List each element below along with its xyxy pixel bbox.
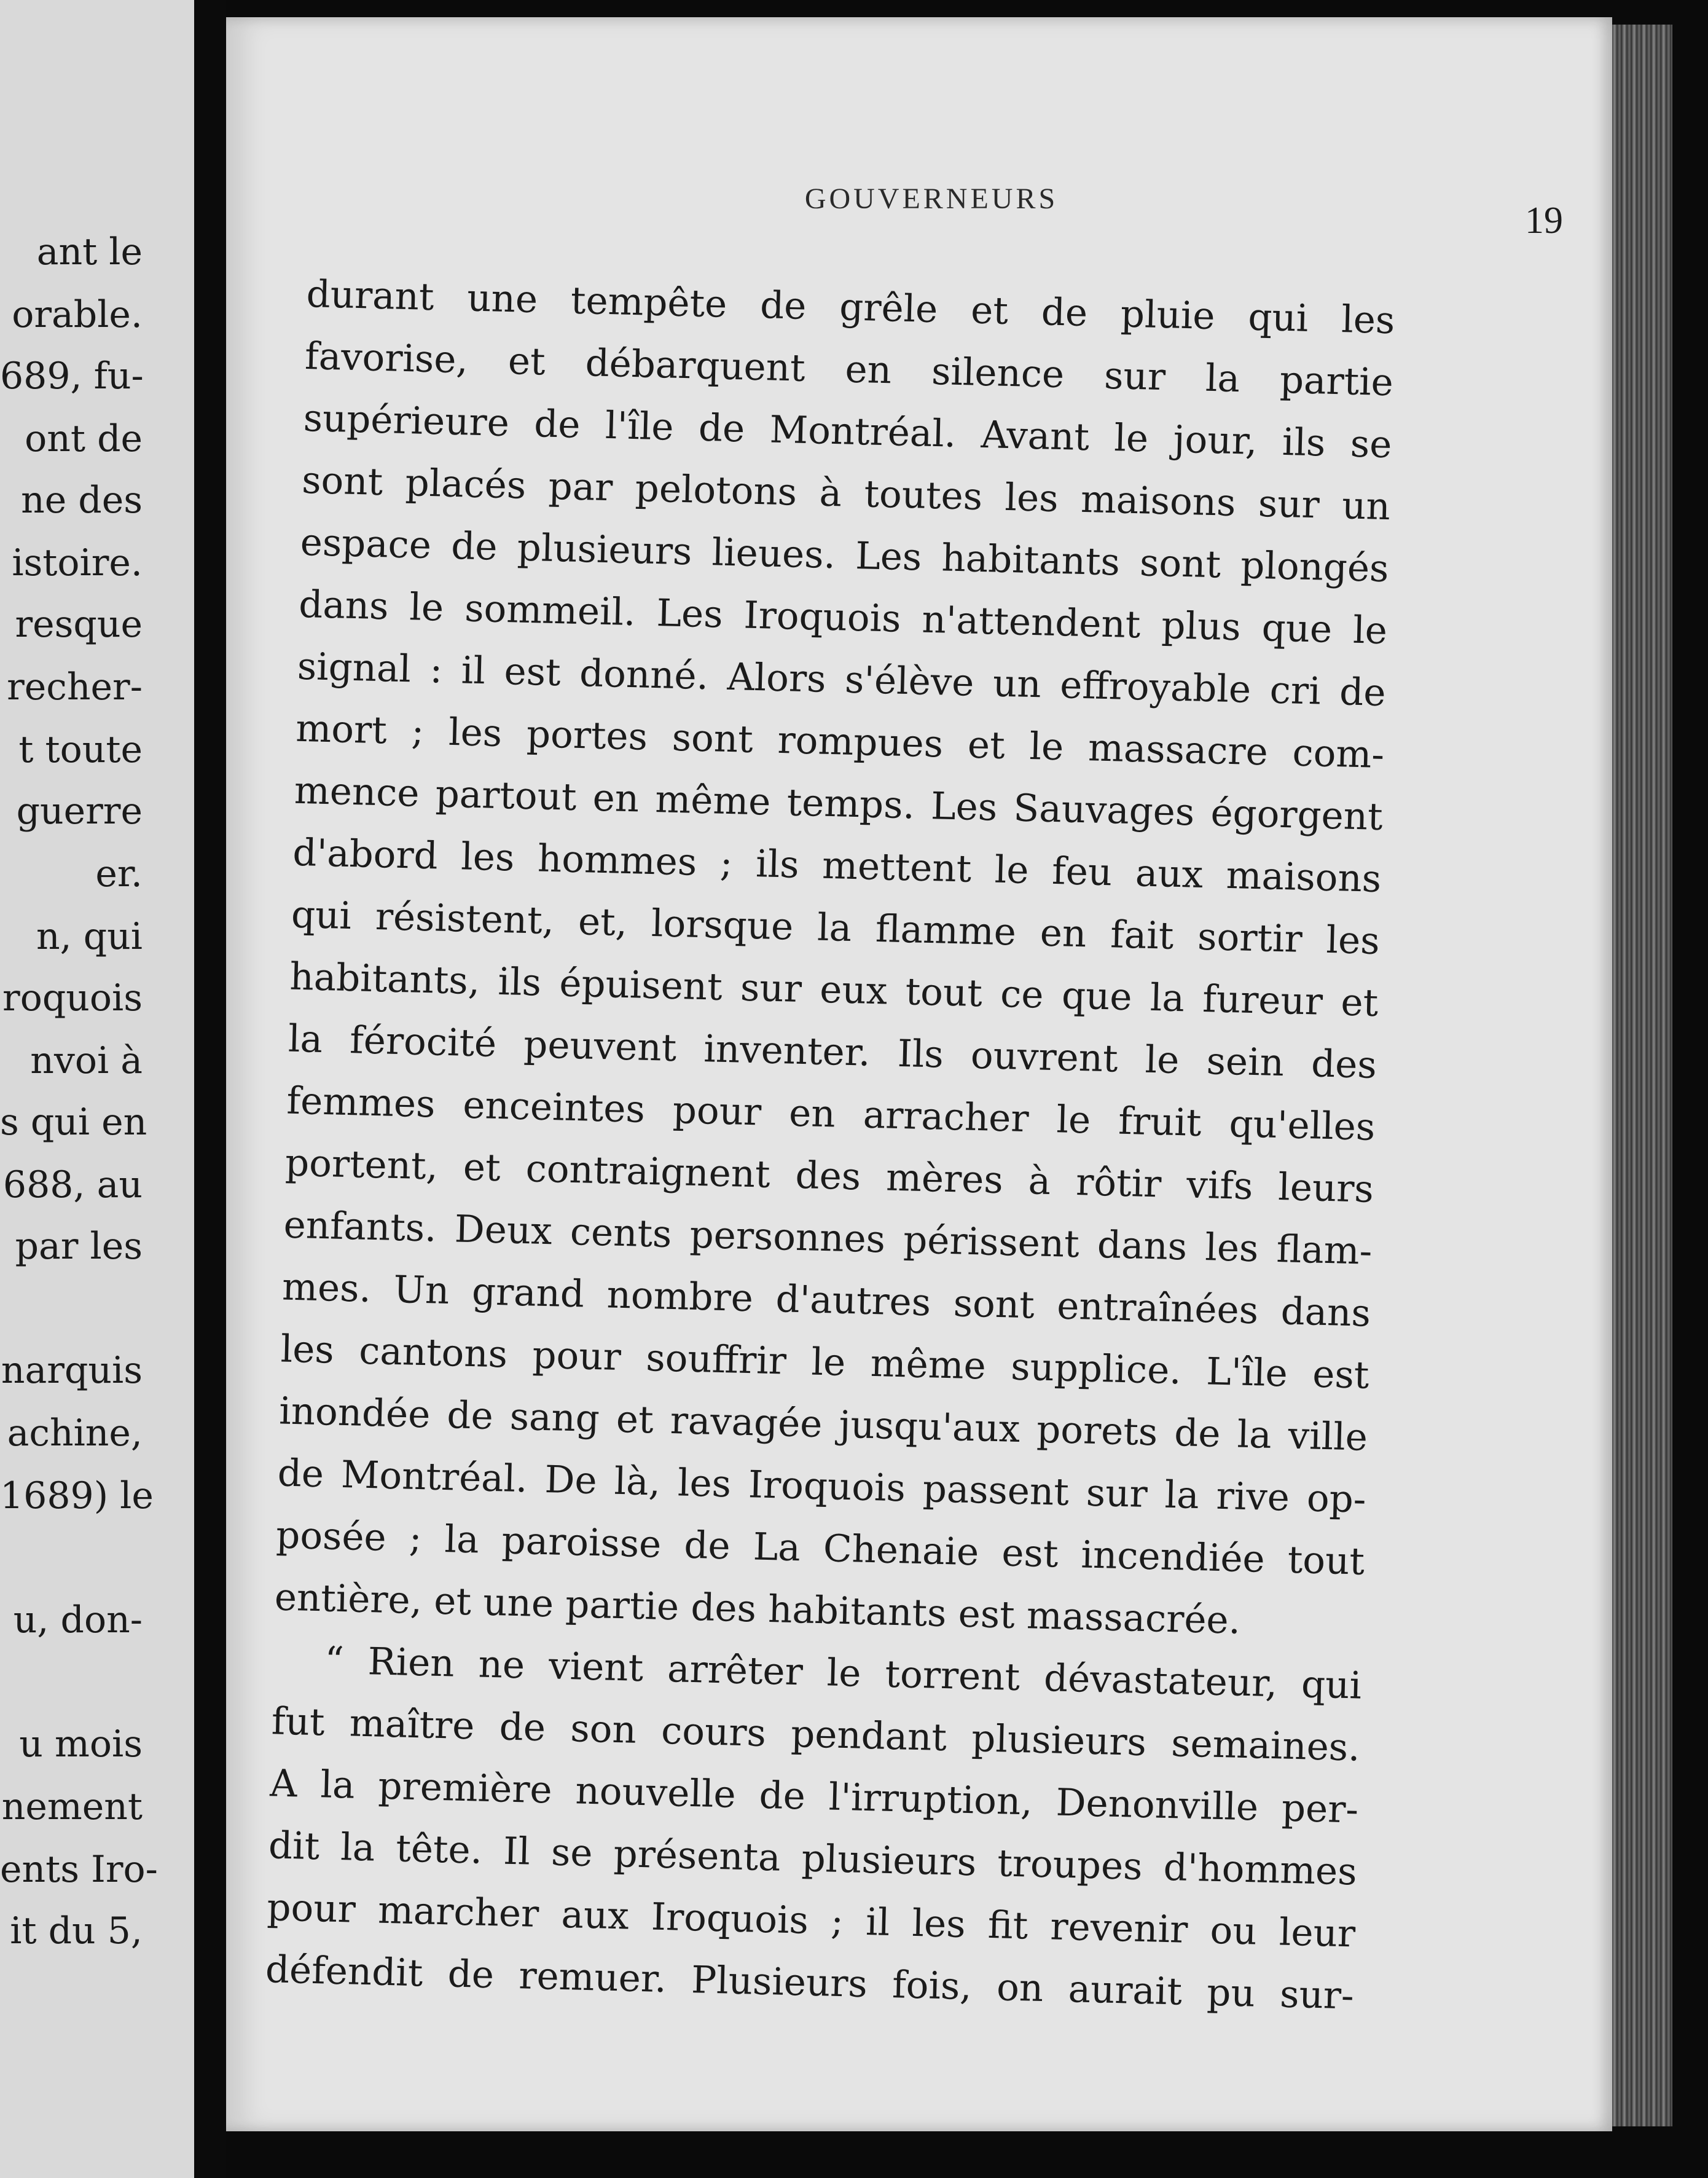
left-page-line: n, qui <box>36 915 143 958</box>
page-edges <box>1612 25 1672 2126</box>
left-page-line: u, don- <box>13 1598 143 1641</box>
text-line: mence partout en même temps. Les Sauvages égorgent <box>294 768 1384 839</box>
text-line: fut maître de son cours pendant plusieurs semaines. <box>271 1699 1361 1770</box>
running-head: GOUVERNEURS <box>804 183 1059 215</box>
left-page-line: narquis <box>1 1349 143 1392</box>
text-line: les cantons pour souffrir le même supplice. L'île est <box>280 1327 1370 1398</box>
text-line: la férocité peuvent inventer. Ils ouvrent le sein des <box>288 1016 1377 1087</box>
right-page <box>226 17 1612 2131</box>
text-line: de Montréal. De là, les Iroquois passent sur la rive op- <box>277 1451 1367 1522</box>
text-line: posée ; la paroisse de La Chenaie est incendiée tout <box>275 1513 1365 1584</box>
left-page-line: it du 5, <box>10 1909 143 1952</box>
left-page-line: roquois <box>2 977 143 1020</box>
text-line: défendit de remuer. Plusieurs fois, on aurait pu sur- <box>265 1948 1355 2018</box>
left-page-line: par les <box>15 1225 143 1268</box>
left-page-line: 689, fu- <box>0 355 144 398</box>
left-page-line: resque <box>15 603 143 646</box>
left-page-line: orable. <box>12 293 143 336</box>
left-page-line: s qui en <box>0 1101 147 1144</box>
left-page-line: nement <box>1 1785 143 1828</box>
text-line: favorise, et débarquent en silence sur la partie <box>304 334 1394 405</box>
left-page-line: u mois <box>19 1723 143 1766</box>
text-line: d'abord les hommes ; ils mettent le feu aux maisons <box>292 830 1382 901</box>
text-line: mort ; les portes sont rompues et le massacre com- <box>295 706 1385 777</box>
text-line: portent, et contraignent des mères à rôtir vifs leurs <box>284 1141 1374 1211</box>
left-page-line: recher- <box>7 666 143 709</box>
left-page-line: ant le <box>36 230 143 273</box>
text-line: signal : il est donné. Alors s'élève un effroyable cri de <box>297 644 1387 715</box>
left-page-line: achine, <box>7 1412 143 1455</box>
text-line: inondée de sang et ravagée jusqu'aux porets de la ville <box>278 1389 1368 1460</box>
left-page-line: ont de <box>25 417 143 460</box>
body-text <box>265 263 1396 2027</box>
text-line: femmes enceintes pour en arracher le fruit qu'elles <box>286 1079 1376 1149</box>
left-page-line: istoire. <box>12 541 143 584</box>
text-line: A la première nouvelle de l'irruption, Denonville per- <box>269 1761 1359 1832</box>
scan-border <box>1672 0 1708 2178</box>
left-page-line: ents Iro- <box>0 1848 158 1891</box>
text-line: supérieure de l'île de Montréal. Avant le jour, ils se <box>302 396 1393 467</box>
text-line: enfants. Deux cents personnes périssent dans les flam- <box>283 1203 1373 1273</box>
text-line: pour marcher aux Iroquois ; il les fit revenir ou leur <box>266 1885 1356 1956</box>
text-line: dans le sommeil. Les Iroquois n'attendent plus que le <box>298 582 1388 653</box>
page-number: 19 <box>1525 200 1563 242</box>
text-line: sont placés par pelotons à toutes les maisons sur un <box>301 458 1391 529</box>
text-line: qui résistent, et, lorsque la flamme en fait sortir les <box>291 892 1381 963</box>
book-gutter <box>194 0 226 2178</box>
text-line: mes. Un grand nombre d'autres sont entraînées dans <box>281 1265 1371 1335</box>
text-line: entière, et une partie des habitants est massacrée. <box>274 1575 1241 1643</box>
left-page-line: 688, au <box>2 1163 143 1206</box>
text-line: dit la tête. Il se présenta plusieurs troupes d'hommes <box>268 1823 1358 1894</box>
text-line: habitants, ils épuisent sur eux tout ce que la fureur et <box>289 954 1379 1025</box>
left-page-line: ne des <box>21 479 143 522</box>
left-page-fragment <box>0 0 194 2178</box>
left-page-line: t toute <box>18 728 143 771</box>
left-page-line: nvoi à <box>30 1039 143 1082</box>
left-page-line: guerre <box>16 790 143 833</box>
text-line: espace de plusieurs lieues. Les habitants sont plongés <box>300 520 1390 591</box>
text-line: “ Rien ne vient arrêter le torrent dévastateur, qui <box>324 1638 1362 1708</box>
left-page-line: 1689) le <box>0 1474 154 1517</box>
left-page-line: er. <box>95 852 143 895</box>
text-line: durant une tempête de grêle et de pluie qui les <box>305 272 1396 343</box>
